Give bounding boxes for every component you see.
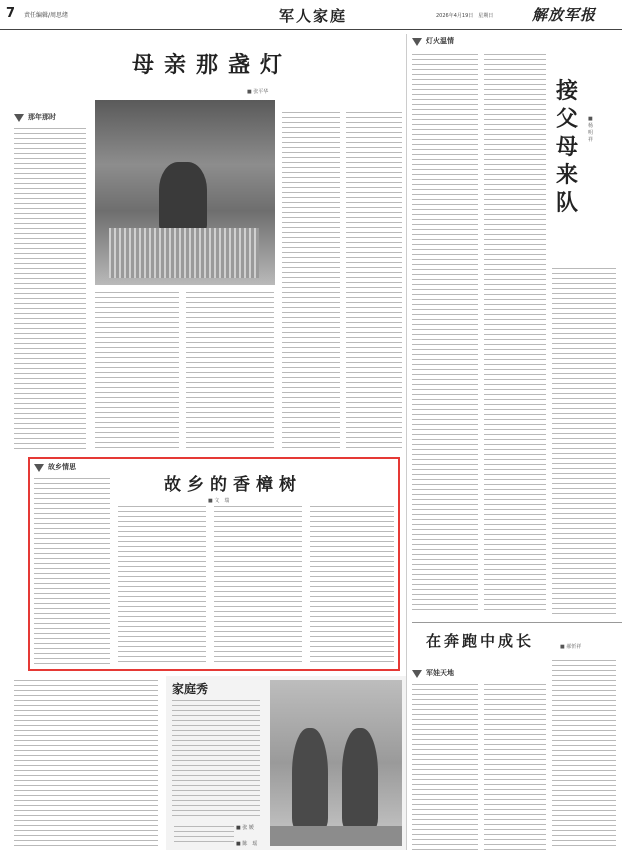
growth-article-author: ■ 郝忻祥 <box>560 644 582 650</box>
caption-text <box>174 826 234 846</box>
hometown-body-col4 <box>310 506 394 666</box>
hometown-body-col3 <box>214 506 302 666</box>
growth-article-title: 在奔跑中成长 <box>426 632 535 650</box>
family-show-box <box>166 676 406 850</box>
lamp-body-col4 <box>282 112 340 450</box>
growth-body-col2 <box>484 684 546 850</box>
hometown-article-author: ■ 文 瑞 <box>208 498 230 504</box>
editor-credit: 责任编辑/周思绪 <box>24 12 69 19</box>
mother-lamp-photo <box>95 100 275 285</box>
hometown-article-title: 故乡的香樟树 <box>164 475 302 495</box>
masthead-logo: 解放军报 <box>532 6 597 24</box>
relay-article-title: 接父母来队 <box>555 79 578 216</box>
ground <box>270 826 402 846</box>
growth-body-col1 <box>412 684 478 850</box>
poem-text <box>172 700 260 820</box>
issue-date: 2026年4月19日 星期日 <box>436 13 494 19</box>
lamp-body-col3 <box>186 292 274 450</box>
lower-left-text <box>14 680 158 850</box>
poem-author: ■ 张 媛 <box>236 825 254 831</box>
triangle-icon <box>412 38 422 46</box>
woman-figure <box>159 162 207 232</box>
family-show-title: 家庭秀 <box>172 682 209 696</box>
section-divider <box>412 622 622 623</box>
triangle-icon <box>412 670 422 678</box>
lamp-body-col2 <box>95 292 179 450</box>
relay-body-col2 <box>484 54 546 614</box>
growth-body-col3 <box>552 660 616 850</box>
hometown-body-col2 <box>118 506 206 666</box>
page-number: 7 <box>6 6 16 21</box>
lamp-body-col1 <box>14 128 86 450</box>
column-divider <box>406 34 407 850</box>
column-warm-label: 灯火温情 <box>426 37 454 45</box>
section-title: 军人家庭 <box>278 7 347 25</box>
column-hometown-label: 故乡情思 <box>48 463 76 471</box>
child-left-figure <box>292 728 328 828</box>
relay-article-author: ■ 杨明祥 <box>588 116 594 143</box>
column-military-kids-label: 军娃天地 <box>426 669 454 677</box>
lamp-article-author: ■ 张平华 <box>247 89 269 95</box>
photo-author: ■ 陈 瑶 <box>236 841 258 847</box>
child-right-figure <box>342 728 378 828</box>
lamp-article-title: 母亲那盏灯 <box>132 52 293 78</box>
twins-photo <box>270 680 402 846</box>
triangle-icon <box>14 114 24 122</box>
relay-body-col1 <box>412 54 478 614</box>
lamp-body-col5 <box>346 112 402 450</box>
column-years-label: 那年那时 <box>28 113 56 121</box>
page-header <box>0 0 622 30</box>
relay-body-col3 <box>552 268 616 614</box>
triangle-icon <box>34 464 44 472</box>
reed-mat <box>109 228 259 278</box>
hometown-body-col1 <box>34 478 110 666</box>
